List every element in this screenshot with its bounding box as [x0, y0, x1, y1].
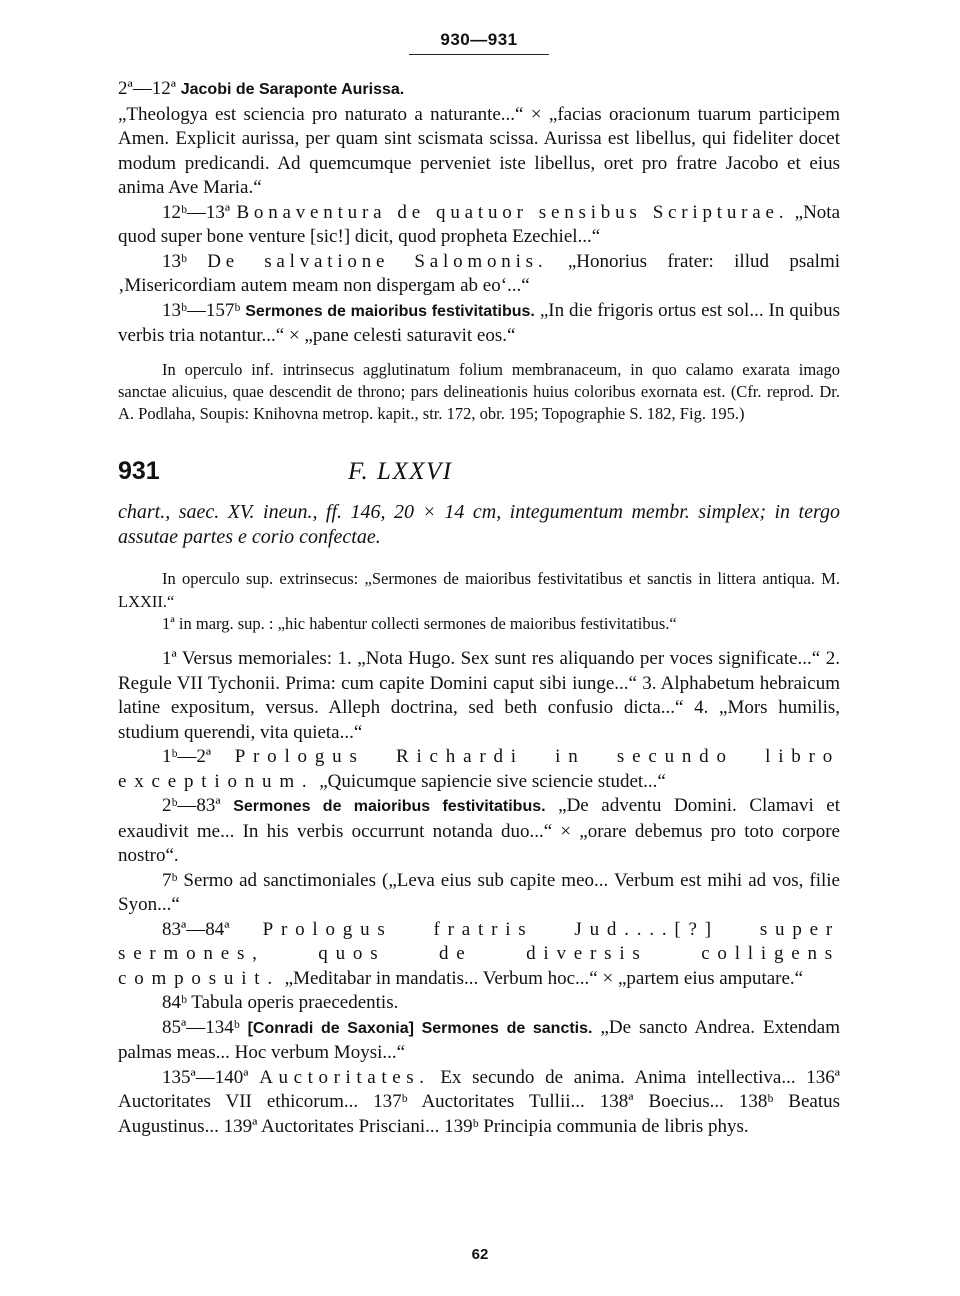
folio-range: 2ᵇ—83ª [162, 795, 221, 817]
cont-item-4 [118, 299, 840, 349]
folio-range: 135ª—140ª [162, 1066, 249, 1088]
work-text: „De sancto Andrea. Extendam palmas meas... Hoc verbum Moysi...“ [118, 1016, 841, 1064]
folio-range: 85ª—134ᵇ [162, 1016, 240, 1038]
work-title-spaced: Prologus Richardi in secundo libro exceptionum. [118, 746, 841, 792]
continuation [118, 77, 840, 425]
work-title: [Conradi de Saxonia] Sermones de sanctis. [247, 1019, 593, 1037]
header-rule [409, 54, 549, 55]
folio-range: 13ᵇ [162, 250, 187, 272]
work-title: Jacobi de Saraponte Aurissa. [180, 81, 405, 98]
folio-range: 13ᵇ—157ᵇ [162, 299, 241, 321]
folio-range: 2ª—12ª [118, 78, 176, 99]
folio-range: 83ª—84ª [162, 918, 230, 940]
work-text: „Quicumque sapiencie sive sciencie studet...“ [319, 770, 666, 792]
content-item-6: 84ᵇ Tabula operis praecedentis. [162, 992, 399, 1014]
cont-item-2 [118, 201, 840, 250]
work-title: Sermones de maioribus festivitatibus. [245, 302, 535, 320]
entry-heading [118, 457, 840, 486]
work-title-spaced: Bonaventura de quatuor sensibus Scripturae. [236, 201, 789, 223]
contents [118, 647, 840, 1139]
content-item-5 [118, 918, 840, 992]
cont-item-3 [118, 250, 840, 299]
page-number: 62 [471, 1246, 489, 1263]
work-text: „De adventu Domini. Clamavi et exaudivit me... In his verbis occurrunt notanda duo...“ × „orare debemus pro toto corpore nostro“. [118, 795, 840, 867]
content-item-1: 1ª Versus memoriales: 1. „Nota Hugo. Sex sunt res aliquando per voces significate...“ 2. Regule VII Tychonii. Prima: cum capite Domini caput sibi iunge...“ 3. Alphabetum hebraicum latine expositum, versus. Alleph doctrina, sed beth confusio dicta...“ 4. „Mors humilis, studium querendi, vita quieta...“ [118, 648, 840, 743]
work-text: „Meditabar in mandatis... Verbum hoc...“ × „partem eius amputare.“ [284, 967, 804, 989]
entry-note-1: In operculo sup. extrinsecus: „Sermones de maioribus festivitatibus et sanctis in littera antiqua. M. LXXII.“ [118, 569, 840, 611]
content-item-2 [118, 745, 840, 794]
entry-description: chart., saec. XV. ineun., ff. 146, 20 × 14 cm, integumentum membr. simplex; in tergo assutae partes e corio confectae. [118, 501, 840, 549]
page-header: 930—931 [440, 30, 518, 49]
work-title-spaced: De salvatione Salomonis. [207, 250, 548, 272]
cont-item-1 [118, 77, 840, 201]
content-item-4: 7ᵇ Sermo ad sanctimoniales („Leva eius sub capite meo... Verbum est mihi ad vos, filie Syon...“ [118, 869, 840, 916]
content-item-3 [118, 794, 840, 869]
folio-range: 1ᵇ—2ª [162, 746, 212, 768]
work-text: „In die frigoris ortus est sol... In quibus verbis tria notantur...“ × „pane celesti saturavit eos.“ [118, 299, 841, 346]
entry-signature: F. LXXVI [348, 458, 453, 486]
entry-number: 931 [118, 457, 160, 486]
work-title-spaced: Auctoritates. [259, 1066, 430, 1088]
work-text: „Nota quod super bone venture [sic!] dicit, quod propheta Ezechiel...“ [118, 201, 841, 247]
content-item-7 [118, 1016, 840, 1066]
entry-note-2: 1ª in marg. sup. : „hic habentur collecti sermones de maioribus festivitatibus.“ [162, 613, 677, 633]
work-title-spaced: Prologus fratris Jud....[?] super sermones, quos de diversis colligens composuit. [118, 918, 841, 989]
folio-range: 12ᵇ—13ª [162, 201, 231, 223]
cont-note: In operculo inf. intrinsecus agglutinatum folium membranaceum, in quo calamo exarata imago sanctae alicuius, quae descendit de throno; pars delineationis huius coloribus exornata est. (Cfr. reprod. Dr. A. Podlaha, Soupis: Knihovna metrop. kapit., str. 172, obr. 195; Topographie S. 182, Fig. 195.) [118, 359, 840, 424]
work-title: Sermones de maioribus festivitatibus. [233, 798, 546, 816]
content-item-8 [118, 1066, 840, 1140]
work-text: „Honorius frater: illud psalmi ‚Misericordiam autem meam non dispergam ab eo‘...“ [118, 250, 841, 296]
page [118, 30, 840, 1139]
work-text: „Theologya est sciencia pro naturato a naturante...“ × „facias oracionum tuarum participem Amen. Explicit aurissa, per quam sint scismata scissa. Aurissa est libellus, qui fideliter docet modum predicandi. Ad quemcumque perveniet iste libellus, oret pro fratre Jacobo et eius anima Ave Maria.“ [118, 103, 840, 198]
work-text: Ex secundo de anima. Anima intellectiva... 136ª Auctoritates VII ethicorum... 137ᵇ Auctoritates Tullii... 138ª Boecius... 138ᵇ Beatus Augustinus... 139ª Auctoritates Prisciani... 139ᵇ Principia communia de libris phys. [118, 1066, 841, 1137]
